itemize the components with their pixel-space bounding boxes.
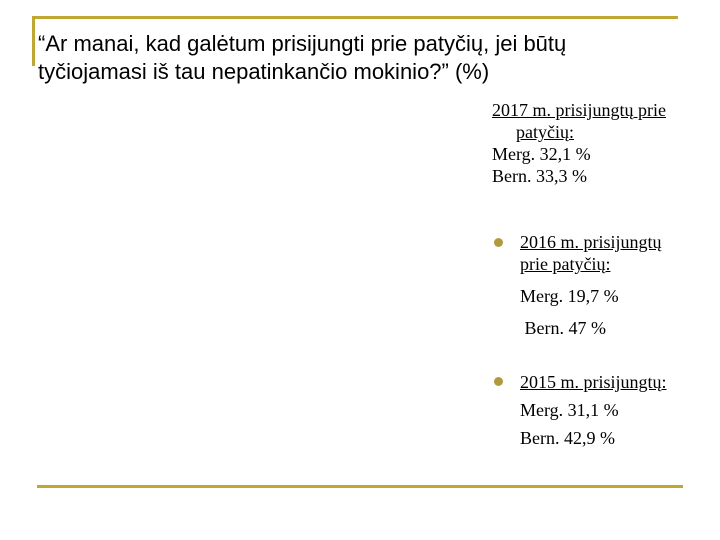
block-2017 xyxy=(492,99,717,187)
top-rule xyxy=(32,16,678,19)
title-line-1: “Ar manai, kad galėtum prisijungti prie patyčių, jei būtų xyxy=(38,31,567,56)
title-line-2: tyčiojamasi iš tau nepatinkančio mokinio?” (%) xyxy=(38,59,490,84)
page-title xyxy=(38,30,678,86)
block-2017-girls: Merg. 32,1 % xyxy=(492,144,591,164)
block-2016-girls: Merg. 19,7 % xyxy=(520,286,619,306)
block-2016-boys: Bern. 47 % xyxy=(520,318,606,338)
block-2015-heading: 2015 m. prisijungtų: xyxy=(520,372,667,392)
block-2017-boys: Bern. 33,3 % xyxy=(492,166,587,186)
bullet-icon xyxy=(494,238,503,247)
block-2015-girls: Merg. 31,1 % xyxy=(520,400,619,420)
bottom-rule xyxy=(37,485,683,488)
left-rule xyxy=(32,16,35,66)
block-2017-heading-line-1: 2017 m. prisijungtų prie xyxy=(492,100,666,120)
block-2015-boys: Bern. 42,9 % xyxy=(520,428,615,448)
block-2017-heading-line-2: patyčių: xyxy=(516,122,574,142)
block-2016-heading-line-1: 2016 m. prisijungtų xyxy=(520,232,662,252)
block-2016-heading-line-2: prie patyčių: xyxy=(520,254,611,274)
bullet-icon xyxy=(494,377,503,386)
block-2016 xyxy=(520,231,715,339)
block-2015 xyxy=(520,371,715,449)
